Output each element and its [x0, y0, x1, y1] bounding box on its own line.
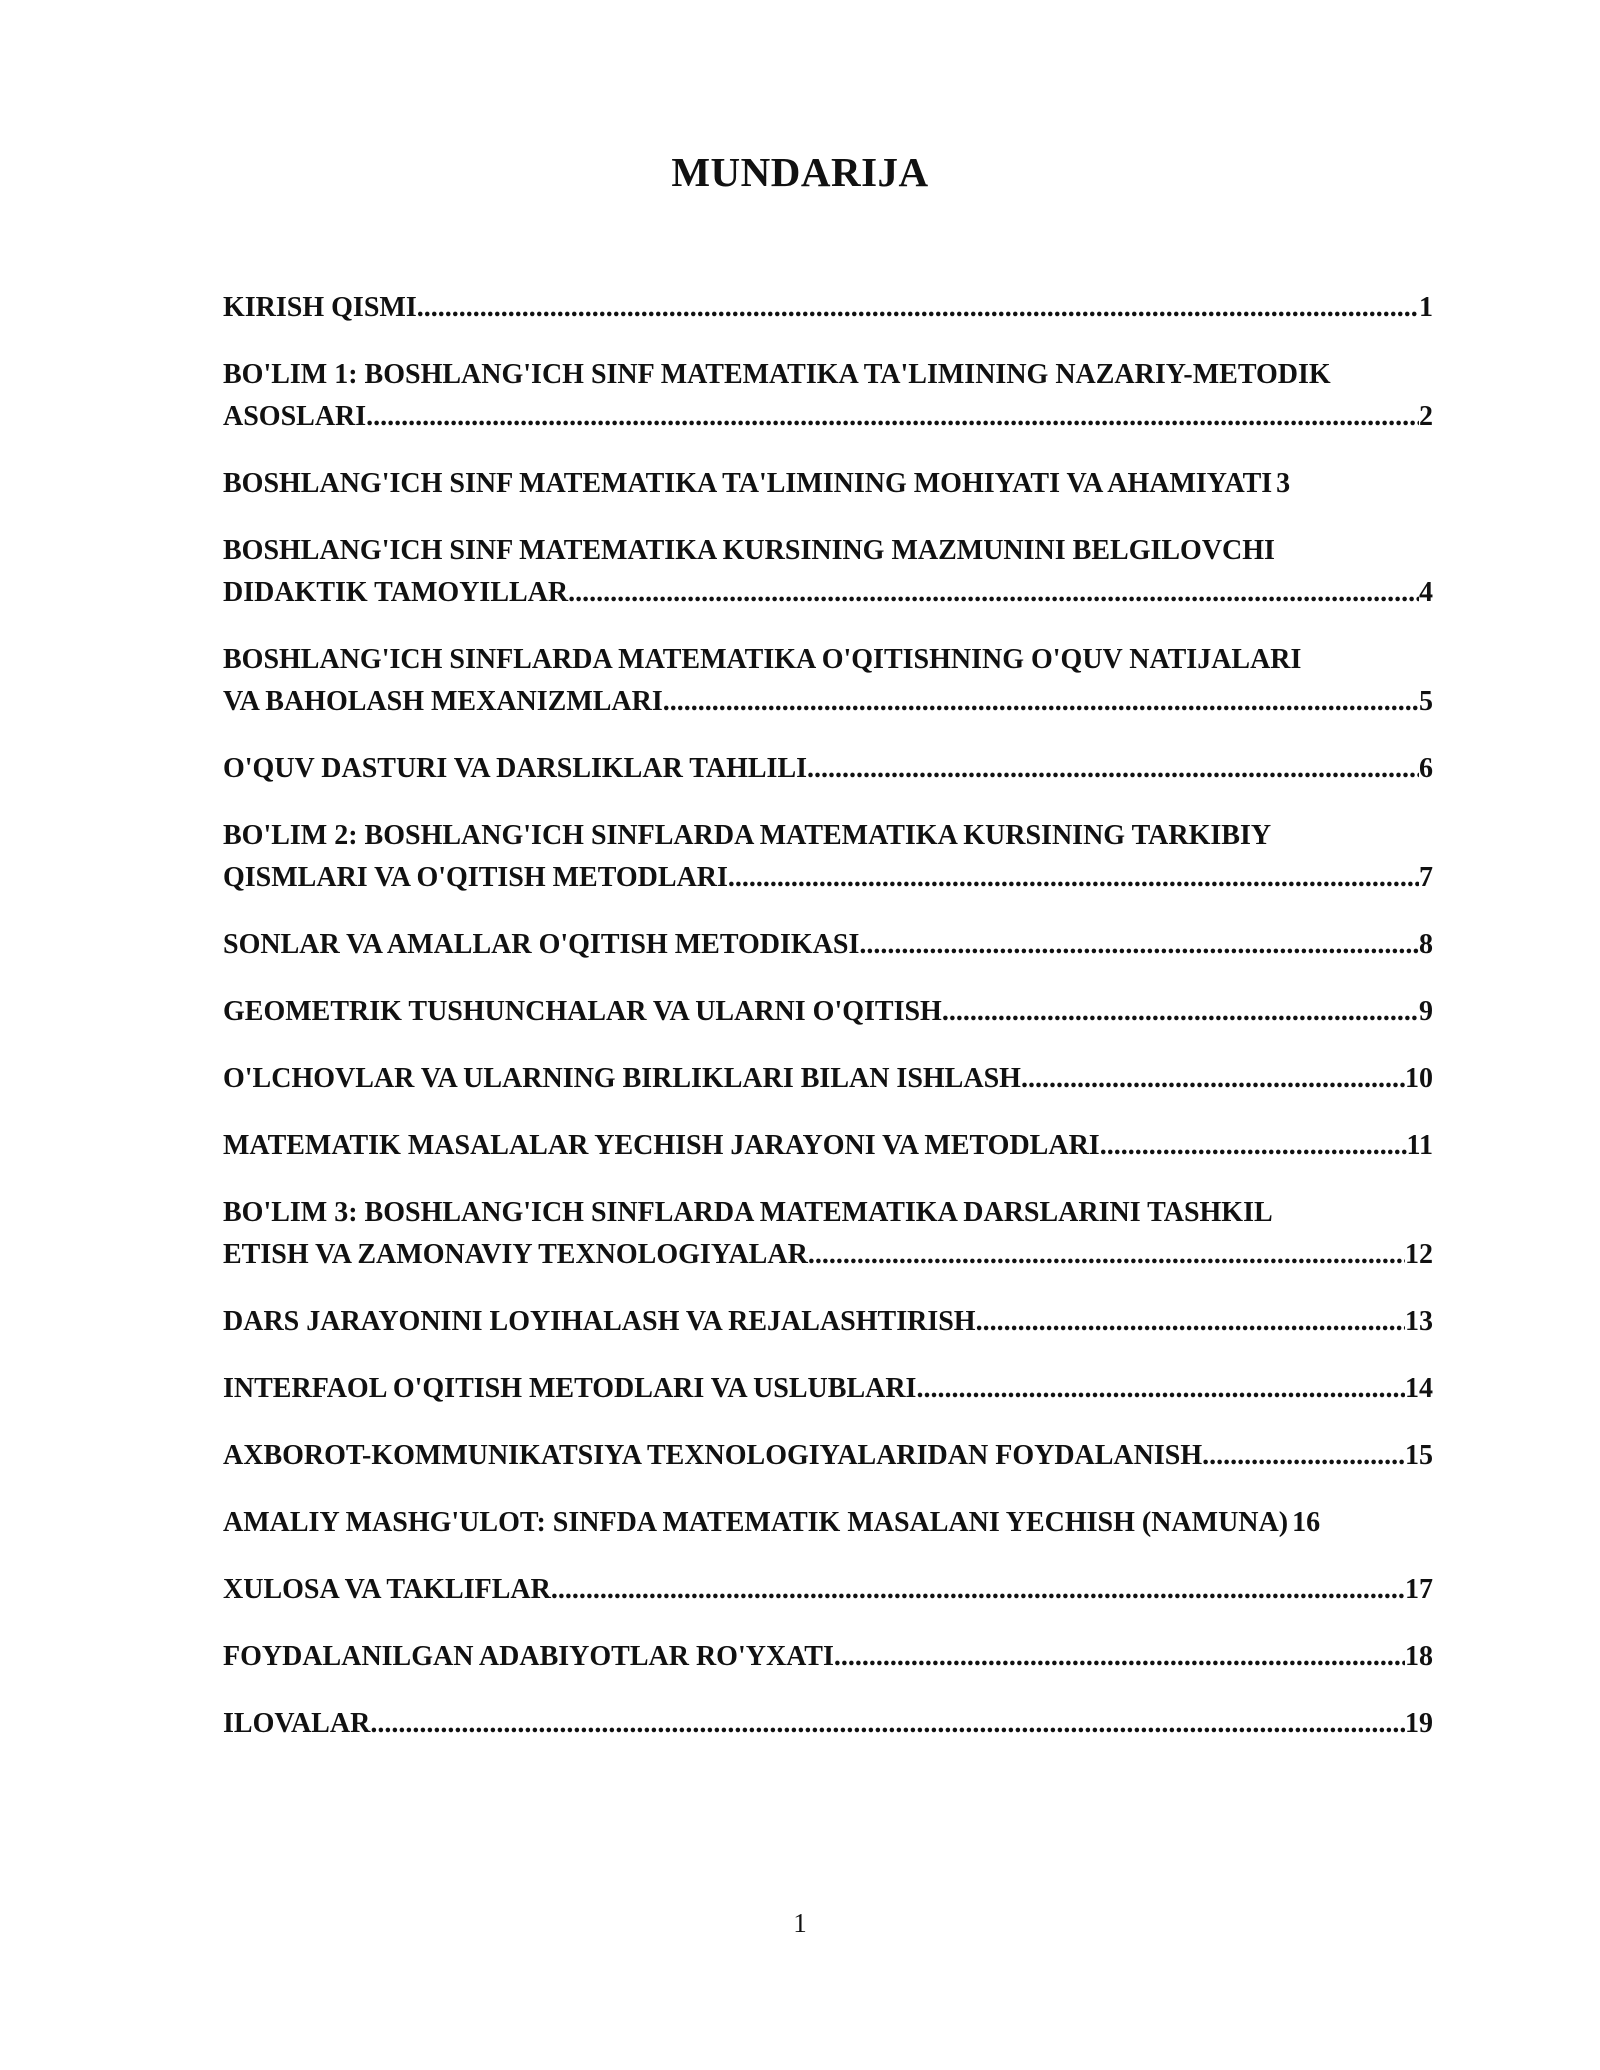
- toc-page-number: 10: [1405, 1063, 1433, 1094]
- toc-page-number: 12: [1405, 1239, 1433, 1270]
- toc-entry-title: ASOSLARI: [223, 401, 367, 432]
- toc-page-number: 4: [1419, 577, 1433, 608]
- toc-entry-title: MATEMATIK MASALALAR YECHISH JARAYONI VA METODLARI: [223, 1130, 1100, 1161]
- toc-entry-title: INTERFAOL O'QITISH METODLARI VA USLUBLARI: [223, 1373, 917, 1404]
- toc-entry-title: BOSHLANG'ICH SINF MATEMATIKA TA'LIMINING MOHIYATI VA AHAMIYATI: [223, 468, 1273, 499]
- toc-page-number: 15: [1405, 1440, 1433, 1471]
- toc-page-number: 6: [1419, 753, 1433, 784]
- toc-dot-leader: [808, 1234, 1405, 1276]
- toc-page-number: 3: [1276, 468, 1291, 499]
- toc-entry-title: ILOVALAR: [223, 1708, 371, 1739]
- toc-entry-loyihalash[interactable]: [223, 1301, 1433, 1343]
- toc-dot-leader: [366, 396, 1419, 438]
- toc-entry-title: VA BAHOLASH MEXANIZMLARI: [223, 686, 663, 717]
- toc-dot-leader: [807, 748, 1419, 790]
- toc-dot-leader: [370, 1703, 1405, 1745]
- toc-entry-axborot[interactable]: [223, 1435, 1433, 1477]
- toc-entry-title: GEOMETRIK TUSHUNCHALAR VA ULARNI O'QITISH: [223, 996, 942, 1027]
- toc-entry-ilovalar[interactable]: [223, 1703, 1433, 1745]
- toc-entry-sonlar[interactable]: [223, 924, 1433, 966]
- toc-dot-leader: [834, 1636, 1405, 1678]
- toc-entry-mohiyati[interactable]: [223, 463, 1433, 505]
- toc-entry-title: O'QUV DASTURI VA DARSLIKLAR TAHLILI: [223, 753, 808, 784]
- toc-entry-natijalari[interactable]: [223, 639, 1433, 723]
- toc-page-number: 13: [1405, 1306, 1433, 1337]
- toc-dot-leader: [916, 1368, 1405, 1410]
- toc-entry-title: AXBOROT-KOMMUNIKATSIYA TEXNOLOGIYALARIDAN FOYDALANISH: [223, 1440, 1203, 1471]
- page-title: MUNDARIJA: [671, 149, 929, 195]
- toc-entry-title: QISMLARI VA O'QITISH METODLARI: [223, 862, 728, 893]
- toc-page-number: 7: [1419, 862, 1433, 893]
- toc-entry-title: DIDAKTIK TAMOYILLAR: [223, 577, 569, 608]
- toc-dot-leader: [417, 287, 1419, 329]
- toc-entry-bolim-3[interactable]: [223, 1192, 1433, 1276]
- toc-dot-leader: [976, 1301, 1405, 1343]
- toc-page-number: 11: [1406, 1130, 1433, 1161]
- toc-entry-title-line1: BOSHLANG'ICH SINF MATEMATIKA KURSINING MAZMUNINI BELGILOVCHI: [223, 535, 1275, 566]
- toc-entry-title: DARS JARAYONINI LOYIHALASH VA REJALASHTIRISH: [223, 1306, 976, 1337]
- toc-page-number: 17: [1405, 1574, 1433, 1605]
- toc-entry-dasturi[interactable]: [223, 748, 1433, 790]
- toc-entry-title: KIRISH QISMI: [223, 292, 417, 323]
- toc-entry-interfaol[interactable]: [223, 1368, 1433, 1410]
- toc-entry-bolim-2[interactable]: [223, 815, 1433, 899]
- toc-page-number: 1: [1419, 292, 1433, 323]
- toc-dot-leader: [1021, 1058, 1405, 1100]
- toc-entry-title: O'LCHOVLAR VA ULARNING BIRLIKLARI BILAN ISHLASH: [223, 1063, 1021, 1094]
- toc-dot-leader: [1202, 1435, 1405, 1477]
- toc-page-number: 16: [1292, 1507, 1321, 1538]
- toc-entry-title: XULOSA VA TAKLIFLAR: [223, 1574, 551, 1605]
- toc-page-number: 2: [1419, 401, 1433, 432]
- toc-entry-title: FOYDALANILGAN ADABIYOTLAR RO'YXATI: [223, 1641, 834, 1672]
- toc-dot-leader: [568, 572, 1419, 614]
- toc-entry-tamoyillar[interactable]: [223, 530, 1433, 614]
- toc-entry-geometrik[interactable]: [223, 991, 1433, 1033]
- toc-entry-bolim-1[interactable]: [223, 354, 1433, 438]
- toc-entry-title-line1: BO'LIM 3: BOSHLANG'ICH SINFLARDA MATEMATIKA DARSLARINI TASHKIL: [223, 1197, 1273, 1228]
- toc-entry-masalalar[interactable]: [223, 1125, 1433, 1167]
- toc-entry-title: AMALIY MASHG'ULOT: SINFDA MATEMATIK MASALANI YECHISH (NAMUNA): [223, 1507, 1289, 1538]
- toc-entry-olchovlar[interactable]: [223, 1058, 1433, 1100]
- toc-dot-leader: [1100, 1125, 1407, 1167]
- toc-entry-title-line1: BOSHLANG'ICH SINFLARDA MATEMATIKA O'QITISHNING O'QUV NATIJALARI: [223, 644, 1302, 675]
- toc-dot-leader: [859, 924, 1419, 966]
- toc-dot-leader: [663, 681, 1419, 723]
- toc-entry-amaliy[interactable]: [223, 1502, 1433, 1544]
- toc-page-number: 5: [1419, 686, 1433, 717]
- toc-page-number: 18: [1405, 1641, 1433, 1672]
- toc-page-number: 14: [1405, 1373, 1433, 1404]
- table-of-contents: [223, 287, 1433, 1770]
- toc-page-number: 9: [1419, 996, 1433, 1027]
- toc-entry-title-line1: BO'LIM 1: BOSHLANG'ICH SINF MATEMATIKA TA'LIMINING NAZARIY-METODIK: [223, 359, 1331, 390]
- toc-entry-title-line1: BO'LIM 2: BOSHLANG'ICH SINFLARDA MATEMATIKA KURSINING TARKIBIY: [223, 820, 1272, 851]
- toc-entry-title: SONLAR VA AMALLAR O'QITISH METODIKASI: [223, 929, 860, 960]
- toc-dot-leader: [551, 1569, 1405, 1611]
- toc-dot-leader: [728, 857, 1419, 899]
- toc-dot-leader: [942, 991, 1419, 1033]
- toc-page-number: 8: [1419, 929, 1433, 960]
- toc-entry-title: ETISH VA ZAMONAVIY TEXNOLOGIYALAR: [223, 1239, 808, 1270]
- toc-entry-kirish[interactable]: [223, 287, 1433, 329]
- toc-entry-xulosa[interactable]: [223, 1569, 1433, 1611]
- toc-page-number: 19: [1405, 1708, 1433, 1739]
- page-number: 1: [793, 1908, 807, 1938]
- toc-entry-adabiyotlar[interactable]: [223, 1636, 1433, 1678]
